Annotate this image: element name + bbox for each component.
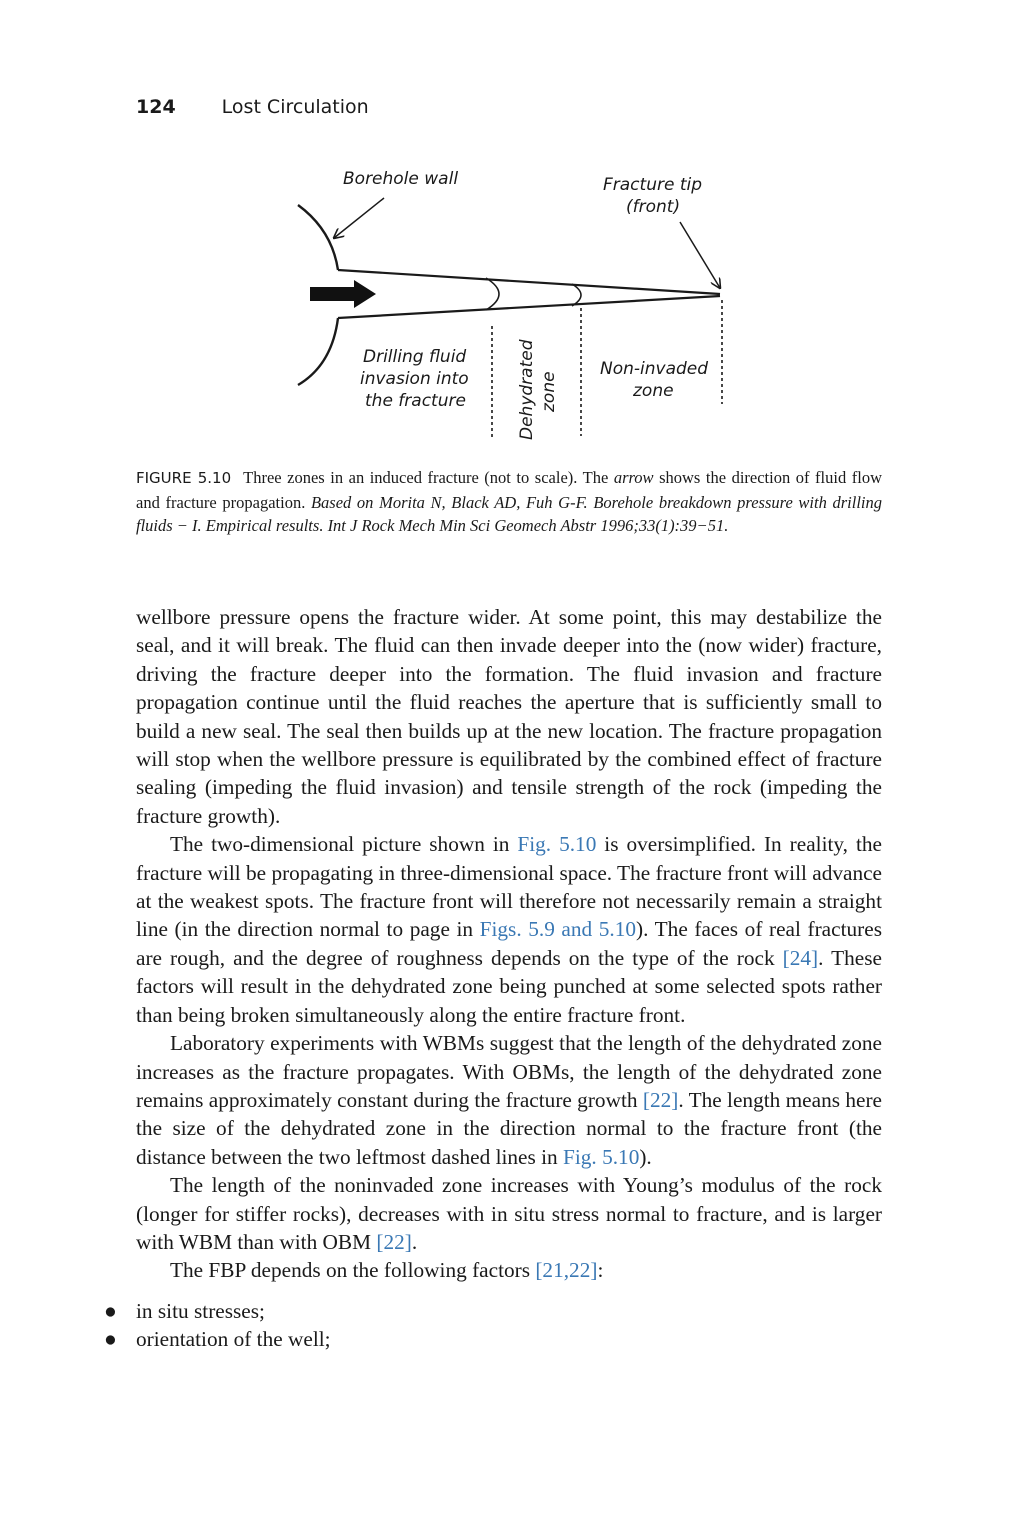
list-item — [102, 1297, 882, 1325]
list-item-text: orientation of the well; — [136, 1327, 331, 1352]
seal-arc-2 — [572, 284, 581, 306]
fracture-zones-diagram — [290, 160, 740, 450]
borehole-wall-label: Borehole wall — [343, 169, 459, 189]
fracture-upper-face — [338, 270, 720, 294]
dehydrated-label-1: Dehydrated — [517, 339, 537, 440]
caption-text-2: shows the direction of fluid flow and fracture propagation. — [136, 468, 882, 512]
paragraph-3 — [136, 1029, 882, 1171]
paragraph-2 — [136, 830, 882, 1029]
p3-text-a: Laboratory experiments with WBMs suggest that the length of the dehydrated zone increases as the fracture propagates. With OBMs, the length of the dehydrated zone remains approximately constant during the fracture growth — [136, 1031, 882, 1112]
ref-22-link-2[interactable]: [22] — [376, 1229, 412, 1254]
page-number: 124 — [136, 96, 176, 118]
fracture-tip-pointer-arrow — [680, 222, 720, 288]
figure-label: FIGURE 5.10 — [136, 469, 232, 487]
fracture-lower-face — [338, 296, 720, 318]
p4-text-a: The length of the noninvaded zone increases with Young’s modulus of the rock (longer for stiffer rocks), decreases with in situ stress normal to fracture, and is larger with WBM than with OBM — [136, 1173, 882, 1254]
invasion-label-1: Drilling fluid — [363, 347, 467, 367]
p4-text-b: . — [411, 1229, 418, 1254]
p3-text-c: ). — [639, 1144, 652, 1169]
bullet-icon: ● — [104, 1327, 117, 1352]
caption-text-1: Three zones in an induced fracture (not to scale). The — [243, 468, 614, 487]
figure-5-10 — [290, 160, 740, 450]
factor-list — [104, 1297, 882, 1354]
borehole-wall-upper — [298, 205, 338, 270]
list-item — [102, 1325, 882, 1353]
p2-text-b: is oversimplified. In reality, the fracture will be propagating in three-dimensional space. The fracture front will advance at the weakest spots. The fracture front will therefore not necessarily remain a straight line (in the direction normal to page in — [136, 832, 882, 942]
ref-22-link[interactable]: [22] — [642, 1087, 679, 1112]
figure-caption — [136, 466, 882, 538]
caption-arrow-word: arrow — [613, 468, 654, 487]
p2-text-a: The two-dimensional picture shown in — [170, 832, 518, 857]
fig-5-10-link[interactable]: Fig. 5.10 — [517, 832, 597, 857]
bullet-icon: ● — [104, 1298, 117, 1323]
figs-5-9-5-10-link[interactable]: Figs. 5.9 and 5.10 — [479, 917, 637, 942]
list-item-text: in situ stresses; — [136, 1298, 265, 1323]
fracture-tip-label-2: (front) — [626, 197, 681, 217]
running-head — [136, 96, 369, 118]
p2-text-d: . These factors will result in the dehydrated zone being punched at some selected spots rather than being broken simultaneously along the entire fracture front. — [136, 945, 882, 1027]
p5-text-a: The FBP depends on the following factors — [170, 1258, 536, 1283]
invasion-label-3: the fracture — [365, 391, 466, 411]
seal-arc-1 — [486, 278, 499, 310]
fig-5-10-link-2[interactable]: Fig. 5.10 — [563, 1144, 640, 1169]
ref-24-link[interactable]: [24] — [782, 945, 819, 970]
dehydrated-label-2: zone — [539, 371, 559, 412]
noninvaded-label-1: Non-invaded — [600, 359, 709, 379]
p5-text-b: : — [597, 1258, 604, 1283]
flow-arrow — [310, 280, 376, 308]
body-text — [104, 603, 882, 1354]
running-title: Lost Circulation — [221, 96, 369, 118]
borehole-pointer-arrow — [334, 198, 384, 238]
borehole-wall-lower — [298, 318, 338, 385]
fracture-tip-label-1: Fracture tip — [603, 175, 703, 195]
paragraph-1: wellbore pressure opens the fracture wider. At some point, this may destabilize the seal, and it will break. The fluid can then invade deeper into the (now wider) fracture, driving the fracture deeper into the formation. The fluid invasion and fracture propagation continue until the fluid reaches the aperture that is sufficiently small to build a new seal. The seal then builds up at the new location. The fracture propagation will stop when the wellbore pressure is equilibrated by the combined effect of fracture sealing (impeding the fluid invasion) and tensile strength of the rock (impeding the fracture growth). — [136, 605, 882, 828]
noninvaded-label-2: zone — [633, 381, 674, 401]
ref-21-22-link[interactable]: [21,22] — [535, 1258, 598, 1283]
invasion-label-2: invasion into — [360, 369, 469, 389]
p2-text-c: ). The faces of real fractures are rough, and the degree of roughness depends on the type of the rock — [136, 917, 882, 970]
caption-source: Based on Morita N, Black AD, Fuh G-F. Borehole breakdown pressure with drilling fluids − I. Empirical results. Int J Rock Mech Min Sci Geomech Abstr 1996;33(1):39−51. — [136, 492, 882, 535]
p3-text-b: . The length means here the size of the dehydrated zone in the direction normal to the fracture front (the distance between the two leftmost dashed lines in — [136, 1087, 882, 1169]
paragraph-5 — [136, 1256, 882, 1284]
paragraph-4 — [136, 1171, 882, 1256]
